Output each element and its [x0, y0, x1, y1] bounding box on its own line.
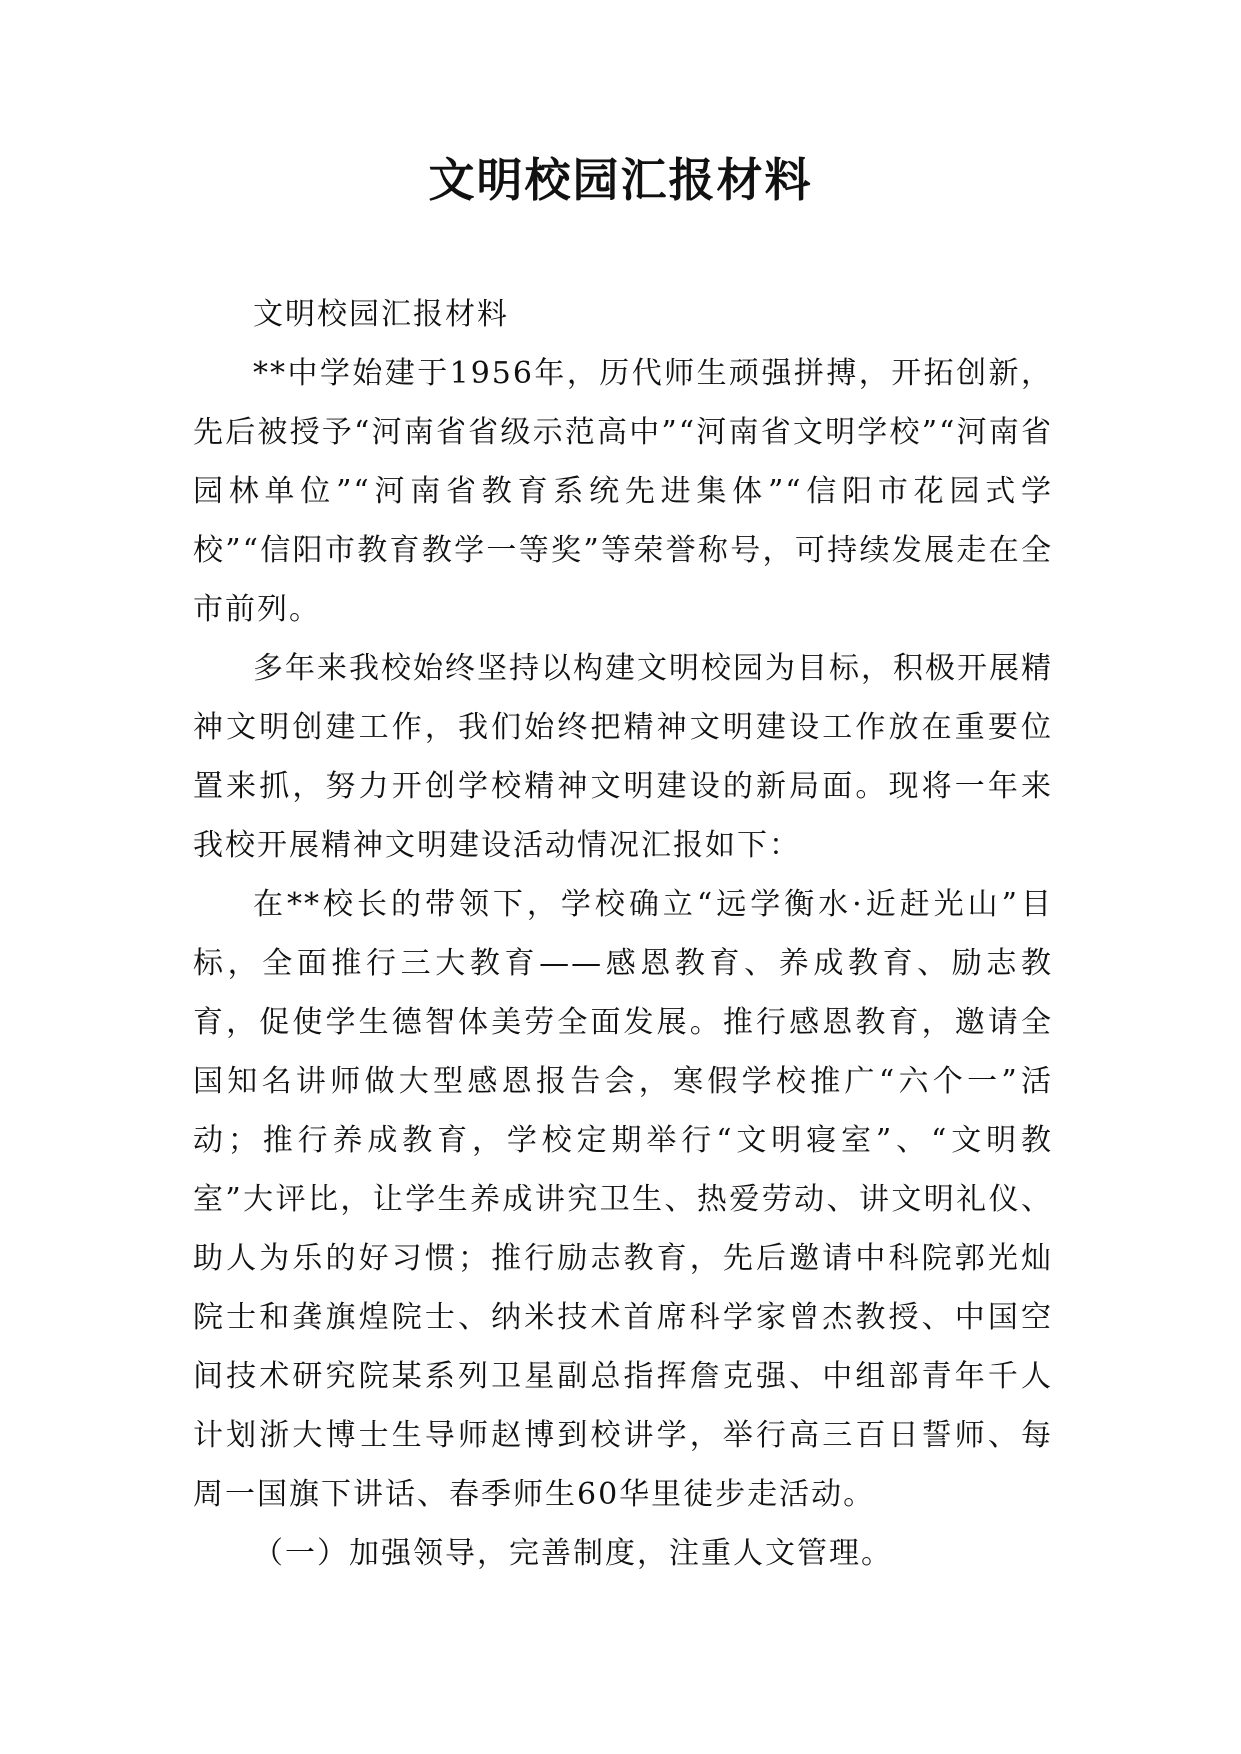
paragraph-school-history: **中学始建于1956年，历代师生顽强拼搏，开拓创新，先后被授予“河南省省级示范高中”“河南省文明学校”“河南省园林单位”“河南省教育系统先进集体”“信阳市花园式学校”“信阳市教育教学一等奖”等荣誉称号，可持续发展走在全市前列。	[193, 356, 1053, 627]
paragraph-civilization-goal: 多年来我校始终坚持以构建文明校园为目标，积极开展精神文明创建工作，我们始终把精神文明建设工作放在重要位置来抓，努力开创学校精神文明建设的新局面。现将一年来我校开展精神文明建设活动情况汇报如下：	[193, 651, 1053, 863]
paragraph-three-educations: 在**校长的带领下，学校确立“远学衡水·近赶光山”目标，全面推行三大教育——感恩教育、养成教育、励志教育，促使学生德智体美劳全面发展。推行感恩教育，邀请全国知名讲师做大型感恩报告会，寒假学校推广“六个一”活动；推行养成教育，学校定期举行“文明寝室”、“文明教室”大评比，让学生养成讲究卫生、热爱劳动、讲文明礼仪、助人为乐的好习惯；推行励志教育，先后邀请中科院郭光灿院士和龚旗煌院士、纳米技术首席科学家曾杰教授、中国空间技术研究院某系列卫星副总指挥詹克强、中组部青年千人计划浙大博士生导师赵博到校讲学，举行高三百日誓师、每周一国旗下讲话、春季师生60华里徒步走活动。	[193, 887, 1053, 1512]
paragraph-heading: 文明校园汇报材料	[253, 297, 509, 332]
document-title: 文明校园汇报材料	[428, 153, 813, 207]
paragraph-section-one: （一）加强领导，完善制度，注重人文管理。	[253, 1536, 893, 1571]
document-body	[193, 285, 1053, 1583]
